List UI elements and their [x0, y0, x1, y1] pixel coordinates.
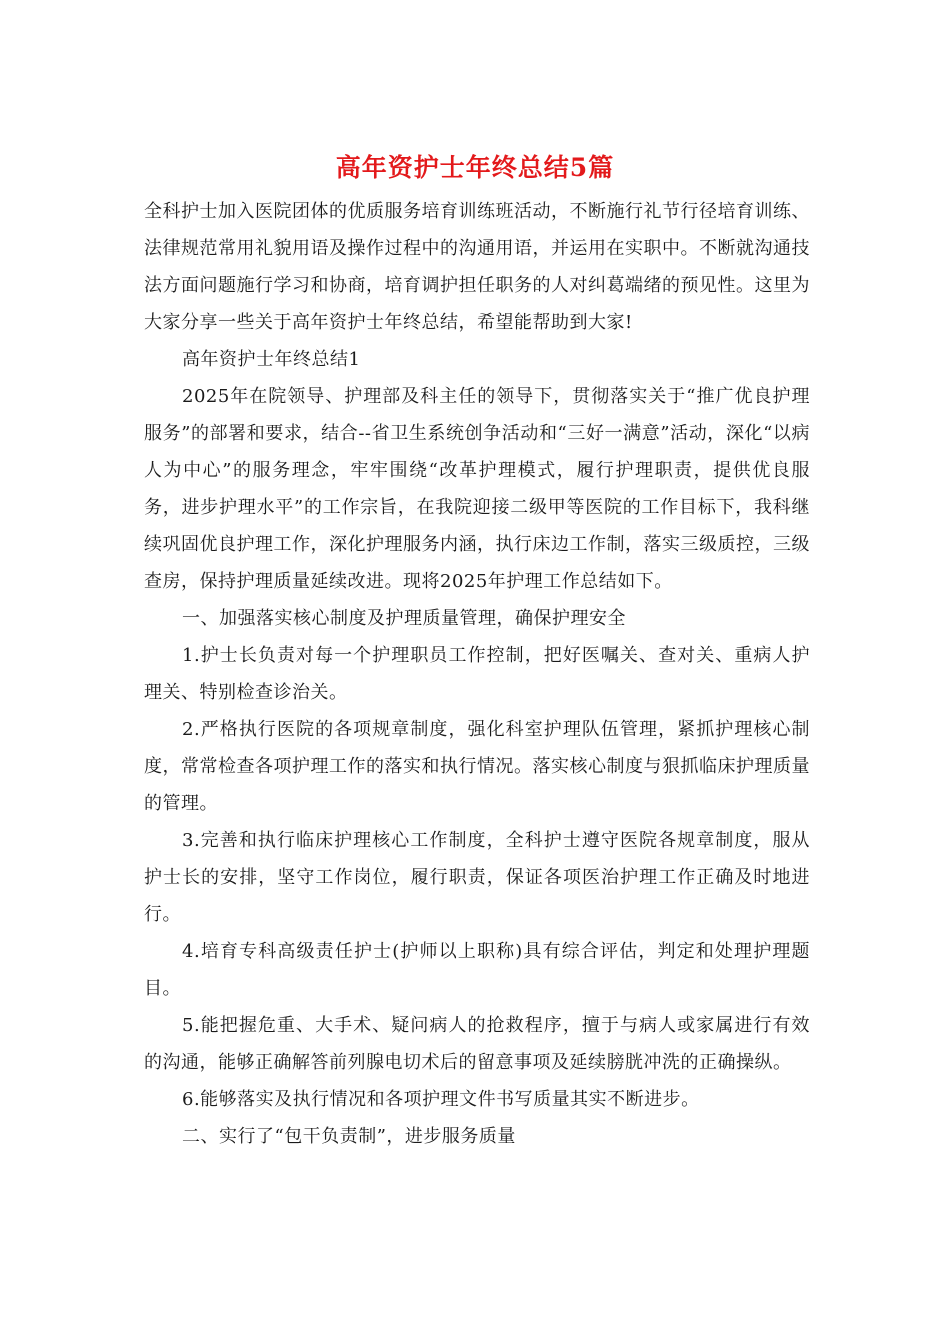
list-item: 4.培育专科高级责任护士(护师以上职称)具有综合评估，判定和处理护理题目。	[144, 941, 810, 999]
subsection-heading: 二、实行了“包干负责制”，进步服务质量	[182, 1126, 516, 1147]
list-item: 5.能把握危重、大手术、疑问病人的抢救程序，擅于与病人或家属进行有效的沟通，能够正确解答前列腺电切术后的留意事项及延续膀胱冲洗的正确操纵。	[144, 1015, 810, 1073]
list-item: 2.严格执行医院的各项规章制度，强化科室护理队伍管理，紧抓护理核心制度，常常检查各项护理工作的落实和执行情况。落实核心制度与狠抓临床护理质量的管理。	[144, 719, 810, 814]
list-item: 3.完善和执行临床护理核心工作制度，全科护士遵守医院各规章制度，服从护士长的安排，坚守工作岗位，履行职责，保证各项医治护理工作正确及时地进行。	[144, 830, 810, 925]
list-item: 6.能够落实及执行情况和各项护理文件书写质量其实不断进步。	[182, 1089, 700, 1110]
intro-paragraph: 全科护士加入医院团体的优质服务培育训练班活动，不断施行礼节行径培育训练、法律规范常用礼貌用语及操作过程中的沟通用语，并运用在实职中。不断就沟通技法方面问题施行学习和协商，培育调护担任职务的人对纠葛端绪的预见性。这里为大家分享一些关于高年资护士年终总结，希望能帮助到大家!	[144, 201, 810, 333]
body-paragraph: 2025年在院领导、护理部及科主任的领导下，贯彻落实关于“推广优良护理服务”的部署和要求，结合--省卫生系统创争活动和“三好一满意”活动，深化“以病人为中心”的服务理念，牢牢围绕“改革护理模式，履行护理职责，提供优良服务，进步护理水平”的工作宗旨，在我院迎接二级甲等医院的工作目标下，我科继续巩固优良护理工作，深化护理服务内涵，执行床边工作制，落实三级质控，三级查房，保持护理质量延续改进。现将2025年护理工作总结如下。	[144, 386, 810, 592]
section-heading: 高年资护士年终总结1	[182, 349, 361, 370]
document-body	[144, 193, 810, 1155]
subsection-heading: 一、加强落实核心制度及护理质量管理，确保护理安全	[182, 608, 626, 629]
document-title: 高年资护士年终总结5篇	[335, 153, 615, 182]
list-item: 1.护士长负责对每一个护理职员工作控制，把好医嘱关、查对关、重病人护理关、特别检查诊治关。	[144, 645, 810, 703]
